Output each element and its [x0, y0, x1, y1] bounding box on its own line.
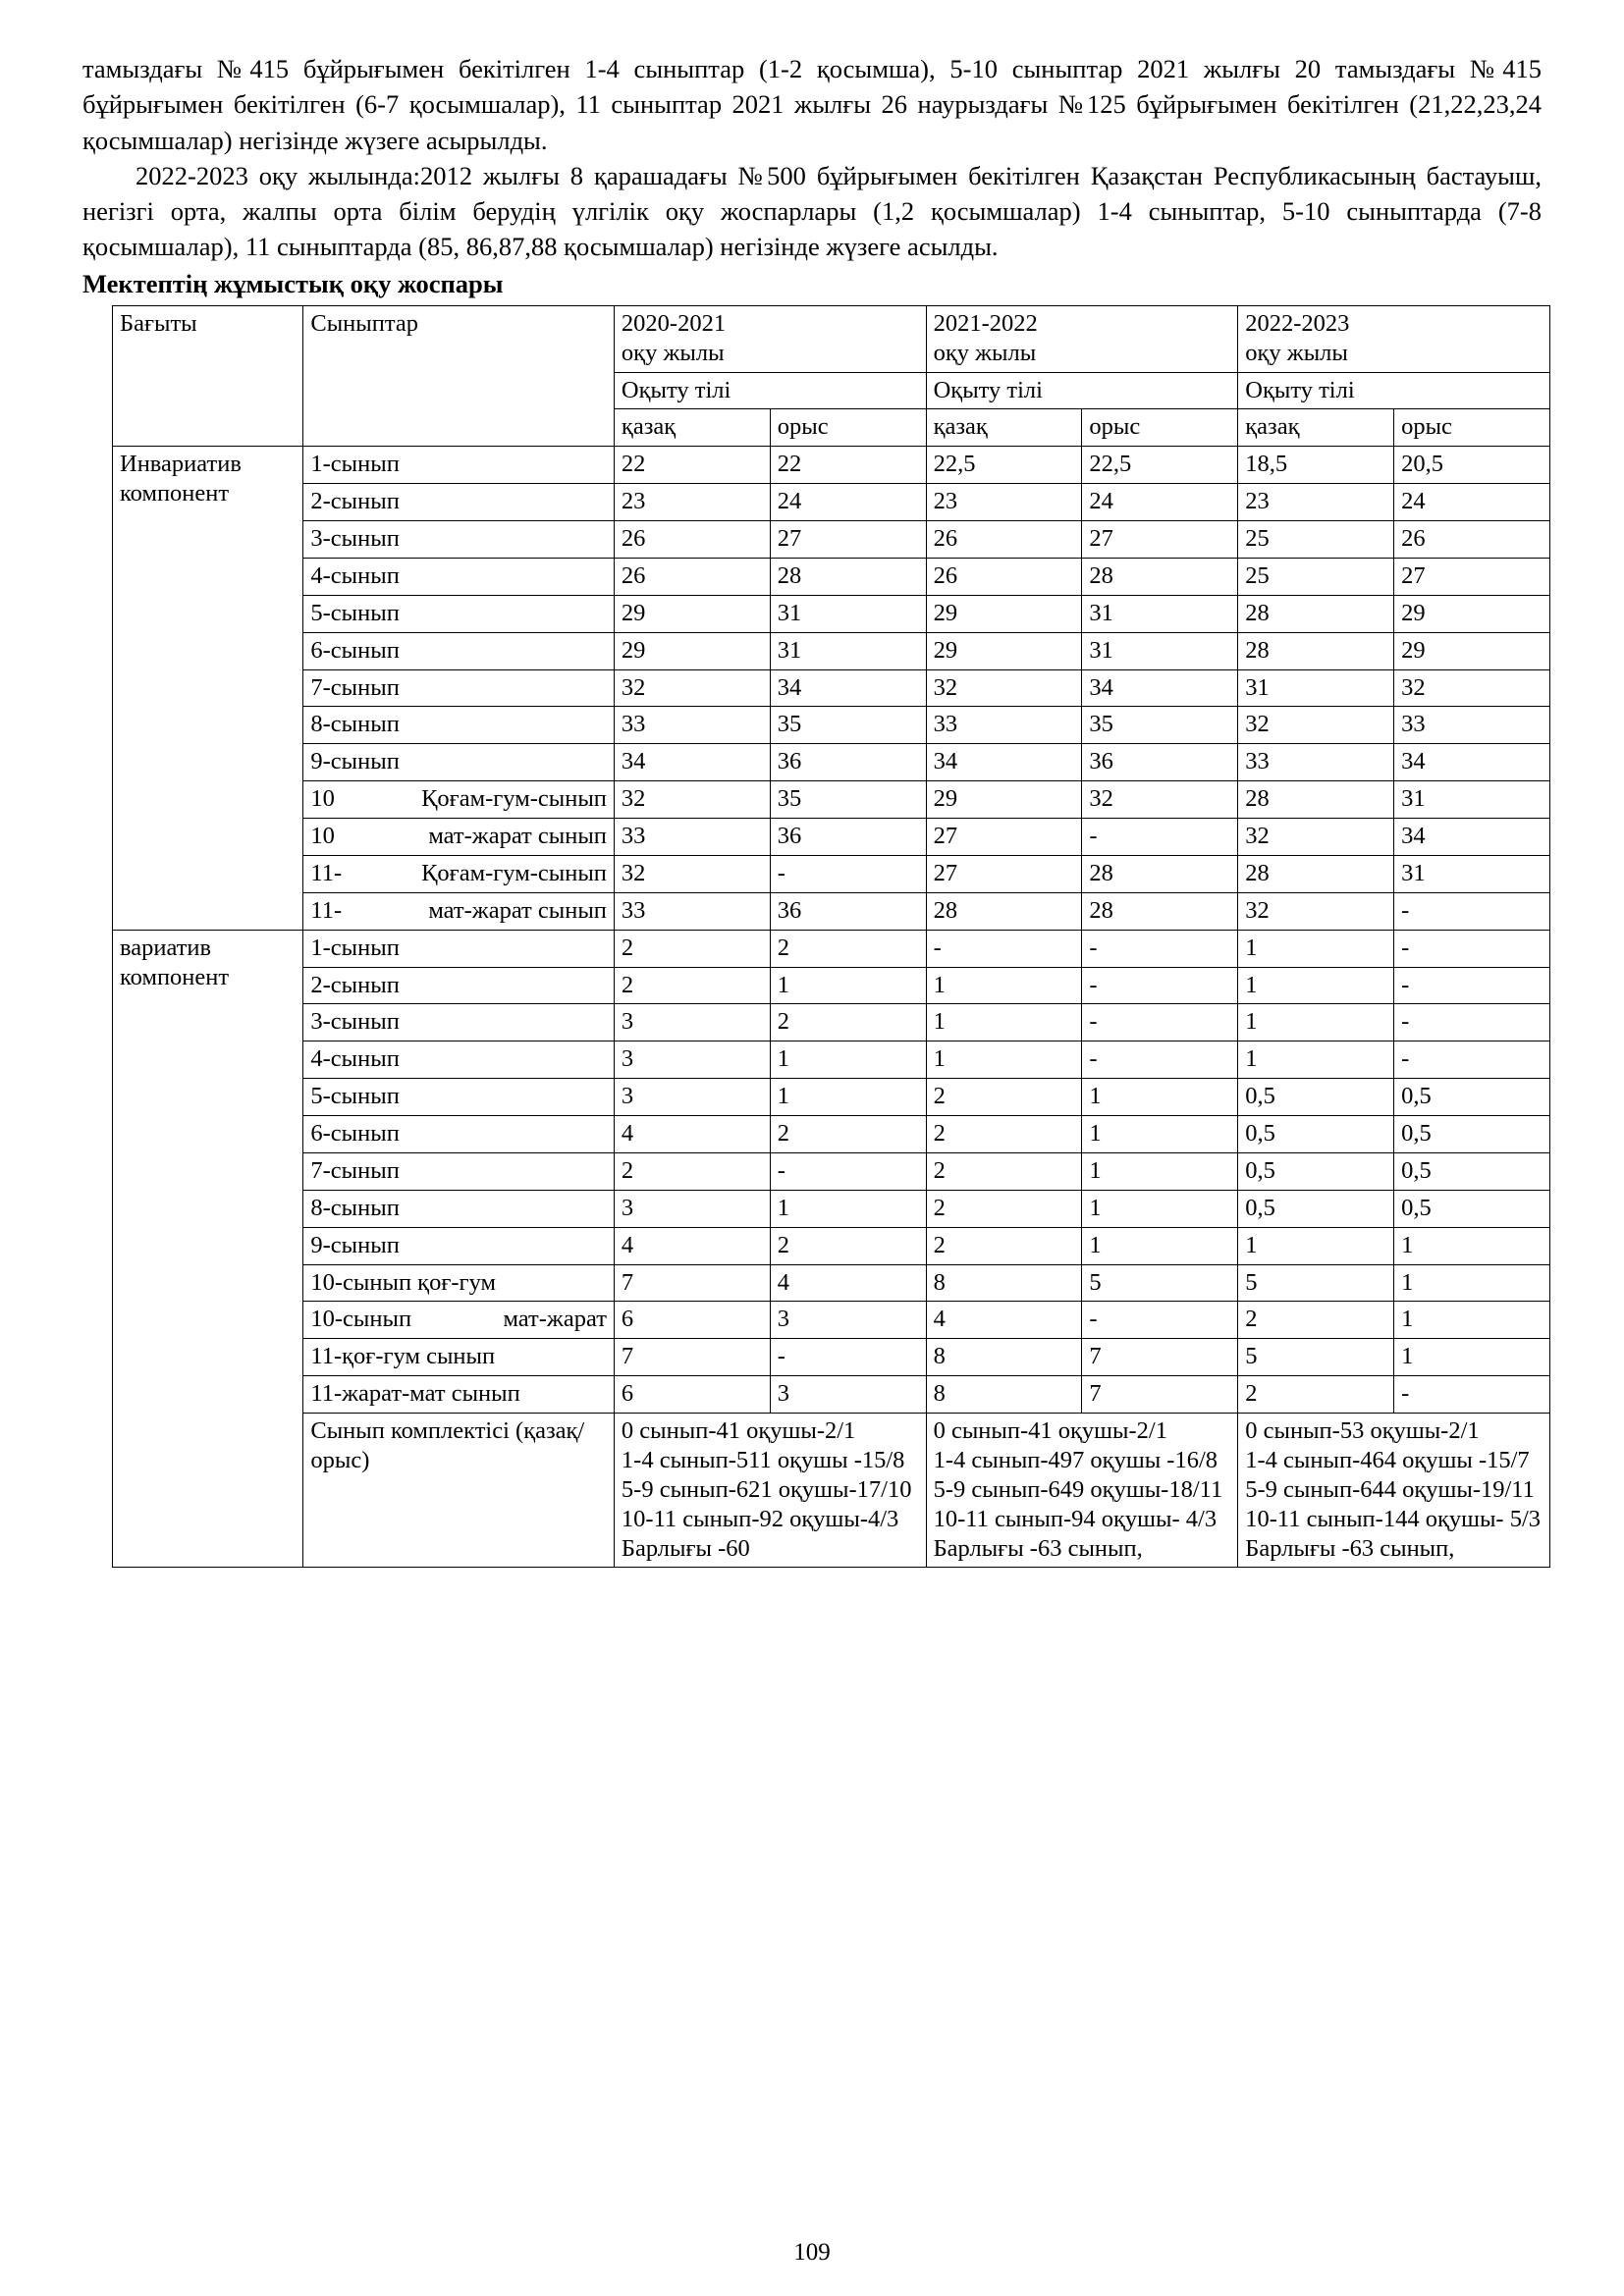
row-class-label: 2-сынып: [303, 484, 615, 521]
row-value: 33: [614, 819, 770, 856]
row-value: 5: [1238, 1339, 1394, 1376]
row-value: 2: [614, 1152, 770, 1190]
row-value: 4: [770, 1264, 926, 1302]
row-value: 3: [614, 1004, 770, 1041]
row-value: 1: [1394, 1264, 1550, 1302]
row-value: 32: [1238, 819, 1394, 856]
row-value: 24: [1082, 484, 1238, 521]
row-value: 33: [614, 892, 770, 930]
row-value: 36: [770, 744, 926, 781]
row-class-label: 2-сынып: [303, 967, 615, 1004]
row-value: 7: [614, 1264, 770, 1302]
row-value: 29: [1394, 632, 1550, 669]
row-value: 1: [1082, 1116, 1238, 1153]
header-year-3: 2022-2023 оқу жылы: [1238, 305, 1550, 372]
row-value: 18,5: [1238, 447, 1394, 484]
row-value: 33: [1238, 744, 1394, 781]
row-value: 28: [926, 892, 1082, 930]
group-name-2: вариатив компонент: [113, 930, 303, 1568]
row-value: 1: [770, 967, 926, 1004]
row-value: -: [1394, 1004, 1550, 1041]
intro-paragraph-2: 2022-2023 оқу жылында:2012 жылғы 8 қарашадағы №500 бұйрығымен бекітілген Қазақстан Республикасының бастауыш, негізгі орта, жалпы орта білім берудің үлгілік оқу жоспарлары (1,2 қосымшалар) 1-4 сыныптар, 5-10 сыныптарда (7-8 қосымшалар), 11 сыныптарда (85, 86,87,88 қосымшалар) негізінде жүзеге асылды.: [82, 160, 1542, 262]
row-value: 1: [770, 1190, 926, 1227]
row-value: 22,5: [1082, 447, 1238, 484]
row-value: 28: [1238, 781, 1394, 819]
row-value: 1: [926, 967, 1082, 1004]
summary-row: [113, 1414, 1550, 1568]
table-row: [113, 1116, 1550, 1153]
row-value: 4: [614, 1227, 770, 1264]
row-class-label: 3-сынып: [303, 1004, 615, 1041]
row-value: 6: [614, 1376, 770, 1414]
row-value: 1: [926, 1041, 1082, 1079]
summary-label: Сынып комплектісі (қазақ/орыс): [303, 1414, 615, 1568]
table-row: [113, 521, 1550, 559]
table-row: [113, 781, 1550, 819]
row-value: 26: [926, 521, 1082, 559]
row-value: 27: [1082, 521, 1238, 559]
row-value: -: [770, 1152, 926, 1190]
header-classes: Сыныптар: [303, 305, 615, 447]
row-value: -: [770, 855, 926, 892]
row-value: 29: [926, 595, 1082, 632]
row-value: 2: [614, 930, 770, 967]
row-value: 31: [1394, 855, 1550, 892]
row-value: 24: [1394, 484, 1550, 521]
row-value: 28: [1082, 558, 1238, 595]
row-value: 4: [926, 1302, 1082, 1339]
row-value: 1: [1394, 1339, 1550, 1376]
row-value: 26: [614, 558, 770, 595]
row-value: -: [1082, 1302, 1238, 1339]
header-lang-kaz-2: қазақ: [926, 409, 1082, 447]
row-value: -: [1394, 1376, 1550, 1414]
row-value: 0,5: [1394, 1079, 1550, 1116]
row-class-label: 7-сынып: [303, 669, 615, 707]
row-value: 3: [614, 1079, 770, 1116]
row-value: 31: [1082, 632, 1238, 669]
row-value: 2: [770, 1227, 926, 1264]
row-value: 8: [926, 1264, 1082, 1302]
row-value: 31: [1082, 595, 1238, 632]
table-row: [113, 1376, 1550, 1414]
row-value: 36: [1082, 744, 1238, 781]
row-value: 27: [926, 819, 1082, 856]
row-value: 3: [614, 1041, 770, 1079]
row-value: 22: [770, 447, 926, 484]
row-value: 1: [1082, 1190, 1238, 1227]
row-value: 33: [614, 707, 770, 744]
table-row: [113, 707, 1550, 744]
row-value: 24: [770, 484, 926, 521]
row-value: 2: [770, 1116, 926, 1153]
header-direction: Бағыты: [113, 305, 303, 447]
row-value: 22: [614, 447, 770, 484]
row-value: 31: [770, 632, 926, 669]
row-value: 1: [1238, 930, 1394, 967]
table-row: [113, 1152, 1550, 1190]
row-class-label: 4-сынып: [303, 558, 615, 595]
row-value: 28: [1082, 892, 1238, 930]
row-value: 8: [926, 1376, 1082, 1414]
row-value: -: [1082, 819, 1238, 856]
header-year-1: 2020-2021 оқу жылы: [614, 305, 926, 372]
row-value: 1: [926, 1004, 1082, 1041]
row-class-label: 4-сынып: [303, 1041, 615, 1079]
row-value: 3: [614, 1190, 770, 1227]
row-value: 0,5: [1394, 1116, 1550, 1153]
table-row: [113, 484, 1550, 521]
row-value: 35: [1082, 707, 1238, 744]
intro-paragraph-1: тамыздағы №415 бұйрығымен бекітілген 1-4 сыныптар (1-2 қосымша), 5-10 сыныптар 2021 жылғы 20 тамыздағы №415 бұйрығымен бекітілген (6-7 қосымшалар), 11 сыныптар 2021 жылғы 26 наурыздағы №125 бұйрығымен бекітілген (21,22,23,24 қосымшалар) негізінде жүзеге асырылды.: [82, 54, 1542, 155]
row-value: 28: [770, 558, 926, 595]
row-value: -: [1394, 892, 1550, 930]
row-class-label: 3-сынып: [303, 521, 615, 559]
row-value: -: [926, 930, 1082, 967]
row-value: 27: [770, 521, 926, 559]
row-value: 2: [1238, 1376, 1394, 1414]
row-class-label: 6-сынып: [303, 632, 615, 669]
summary-cell-3: 0 сынып-53 оқушы-2/1 1-4 сынып-464 оқушы -15/7 5-9 сынып-644 оқушы-19/11 10-11 сынып-144 оқушы- 5/3 Барлығы -63 сынып,: [1238, 1414, 1550, 1568]
row-class-label: 11-жарат-мат сынып: [303, 1376, 615, 1414]
row-value: 28: [1238, 632, 1394, 669]
table-row: [113, 1227, 1550, 1264]
row-value: 29: [614, 632, 770, 669]
page-number: 109: [793, 2239, 831, 2266]
row-value: 0,5: [1394, 1190, 1550, 1227]
row-class-label: 10-сынып мат-жарат: [303, 1302, 615, 1339]
row-value: 3: [770, 1302, 926, 1339]
table-row: [113, 1079, 1550, 1116]
row-value: -: [1394, 967, 1550, 1004]
row-value: 2: [770, 930, 926, 967]
row-value: 29: [1394, 595, 1550, 632]
row-value: 32: [614, 669, 770, 707]
row-value: 32: [926, 669, 1082, 707]
row-value: 31: [1238, 669, 1394, 707]
row-value: 7: [614, 1339, 770, 1376]
row-value: 23: [926, 484, 1082, 521]
table-row: [113, 892, 1550, 930]
row-value: 20,5: [1394, 447, 1550, 484]
row-value: -: [1082, 1041, 1238, 1079]
row-value: 1: [1238, 1227, 1394, 1264]
header-year-2: 2021-2022 оқу жылы: [926, 305, 1238, 372]
header-lang-label-2: Оқыту тілі: [926, 372, 1238, 409]
row-value: 1: [1238, 1004, 1394, 1041]
row-class-label: 10-сынып қоғ-гум: [303, 1264, 615, 1302]
row-value: 0,5: [1238, 1152, 1394, 1190]
row-value: 2: [926, 1227, 1082, 1264]
row-value: -: [1082, 967, 1238, 1004]
row-class-label: 5-сынып: [303, 1079, 615, 1116]
row-value: 34: [1082, 669, 1238, 707]
section-title: Мектептің жұмыстық оқу жоспары: [82, 268, 504, 298]
row-value: 0,5: [1238, 1190, 1394, 1227]
table-row: [113, 632, 1550, 669]
header-lang-label-1: Оқыту тілі: [614, 372, 926, 409]
row-value: 25: [1238, 521, 1394, 559]
header-lang-rus-3: орыс: [1394, 409, 1550, 447]
row-value: 32: [1082, 781, 1238, 819]
row-value: 34: [614, 744, 770, 781]
row-value: -: [1082, 1004, 1238, 1041]
row-value: 32: [1238, 892, 1394, 930]
row-value: 29: [614, 595, 770, 632]
table-row: [113, 558, 1550, 595]
row-value: 27: [926, 855, 1082, 892]
table-row: [113, 744, 1550, 781]
header-lang-kaz-1: қазақ: [614, 409, 770, 447]
row-value: 1: [1394, 1227, 1550, 1264]
row-value: 28: [1082, 855, 1238, 892]
table-header-row-years: [113, 305, 1550, 372]
row-value: -: [1082, 930, 1238, 967]
row-class-label: 8-сынып: [303, 707, 615, 744]
table-row: [113, 1041, 1550, 1079]
table-row: [113, 1264, 1550, 1302]
row-value: 32: [1394, 669, 1550, 707]
row-value: 2: [770, 1004, 926, 1041]
row-class-label: 9-сынып: [303, 744, 615, 781]
row-value: 6: [614, 1302, 770, 1339]
header-lang-kaz-3: қазақ: [1238, 409, 1394, 447]
row-value: 4: [614, 1116, 770, 1153]
work-plan-table: [112, 305, 1550, 1569]
row-value: -: [1394, 930, 1550, 967]
row-class-label: 8-сынып: [303, 1190, 615, 1227]
row-value: 34: [1394, 819, 1550, 856]
row-value: 1: [1082, 1152, 1238, 1190]
row-class-label: 11-қоғ-гум сынып: [303, 1339, 615, 1376]
row-value: 0,5: [1394, 1152, 1550, 1190]
row-value: 26: [926, 558, 1082, 595]
row-value: 1: [1238, 967, 1394, 1004]
row-value: 0,5: [1238, 1079, 1394, 1116]
table-row: [113, 1302, 1550, 1339]
row-value: 31: [1394, 781, 1550, 819]
group-name-1: Инвариатив компонент: [113, 447, 303, 930]
row-value: 28: [1238, 595, 1394, 632]
row-value: 26: [614, 521, 770, 559]
row-class-label: 1-сынып: [303, 930, 615, 967]
row-value: 1: [1082, 1079, 1238, 1116]
row-value: 36: [770, 819, 926, 856]
row-value: 5: [1082, 1264, 1238, 1302]
row-value: 2: [926, 1116, 1082, 1153]
row-value: -: [1394, 1041, 1550, 1079]
row-value: 8: [926, 1339, 1082, 1376]
table-row: [113, 1190, 1550, 1227]
summary-cell-2: 0 сынып-41 оқушы-2/1 1-4 сынып-497 оқушы -16/8 5-9 сынып-649 оқушы-18/11 10-11 сынып-94 оқушы- 4/3 Барлығы -63 сынып,: [926, 1414, 1238, 1568]
table-row: [113, 1004, 1550, 1041]
row-value: 28: [1238, 855, 1394, 892]
row-value: 36: [770, 892, 926, 930]
row-class-label: 7-сынып: [303, 1152, 615, 1190]
row-class-label: 9-сынып: [303, 1227, 615, 1264]
row-class-label: 11- Қоғам-гум-сынып: [303, 855, 615, 892]
row-value: 5: [1238, 1264, 1394, 1302]
row-value: 32: [614, 855, 770, 892]
row-value: 32: [614, 781, 770, 819]
header-lang-rus-2: орыс: [1082, 409, 1238, 447]
row-value: 22,5: [926, 447, 1082, 484]
row-value: 35: [770, 707, 926, 744]
row-value: 3: [770, 1376, 926, 1414]
row-value: 2: [926, 1079, 1082, 1116]
row-value: 33: [926, 707, 1082, 744]
row-value: 27: [1394, 558, 1550, 595]
table-row: [113, 1339, 1550, 1376]
row-value: 32: [1238, 707, 1394, 744]
row-class-label: 6-сынып: [303, 1116, 615, 1153]
row-class-label: 1-сынып: [303, 447, 615, 484]
table-row: [113, 967, 1550, 1004]
row-class-label: 11- мат-жарат сынып: [303, 892, 615, 930]
table-row: [113, 855, 1550, 892]
row-value: 26: [1394, 521, 1550, 559]
row-value: 23: [614, 484, 770, 521]
row-class-label: 10 мат-жарат сынып: [303, 819, 615, 856]
row-value: 34: [1394, 744, 1550, 781]
row-value: 35: [770, 781, 926, 819]
row-value: 7: [1082, 1339, 1238, 1376]
row-value: 1: [770, 1079, 926, 1116]
row-value: 2: [1238, 1302, 1394, 1339]
row-value: 2: [614, 967, 770, 1004]
table-row: [113, 819, 1550, 856]
row-value: 1: [1082, 1227, 1238, 1264]
row-value: -: [770, 1339, 926, 1376]
row-value: 34: [770, 669, 926, 707]
row-value: 29: [926, 781, 1082, 819]
row-value: 34: [926, 744, 1082, 781]
header-lang-rus-1: орыс: [770, 409, 926, 447]
table-row: [113, 669, 1550, 707]
row-value: 33: [1394, 707, 1550, 744]
summary-cell-1: 0 сынып-41 оқушы-2/1 1-4 сынып-511 оқушы -15/8 5-9 сынып-621 оқушы-17/10 10-11 сынып-92 оқушы-4/3 Барлығы -60: [614, 1414, 926, 1568]
row-value: 1: [770, 1041, 926, 1079]
row-value: 0,5: [1238, 1116, 1394, 1153]
row-value: 29: [926, 632, 1082, 669]
header-lang-label-3: Оқыту тілі: [1238, 372, 1550, 409]
row-value: 7: [1082, 1376, 1238, 1414]
table-row: [113, 930, 1550, 967]
row-class-label: 5-сынып: [303, 595, 615, 632]
row-value: 23: [1238, 484, 1394, 521]
table-row: [113, 595, 1550, 632]
row-value: 2: [926, 1190, 1082, 1227]
row-value: 2: [926, 1152, 1082, 1190]
row-value: 25: [1238, 558, 1394, 595]
table-row: [113, 447, 1550, 484]
row-class-label: 10 Қоғам-гум-сынып: [303, 781, 615, 819]
row-value: 1: [1238, 1041, 1394, 1079]
row-value: 1: [1394, 1302, 1550, 1339]
row-value: 31: [770, 595, 926, 632]
